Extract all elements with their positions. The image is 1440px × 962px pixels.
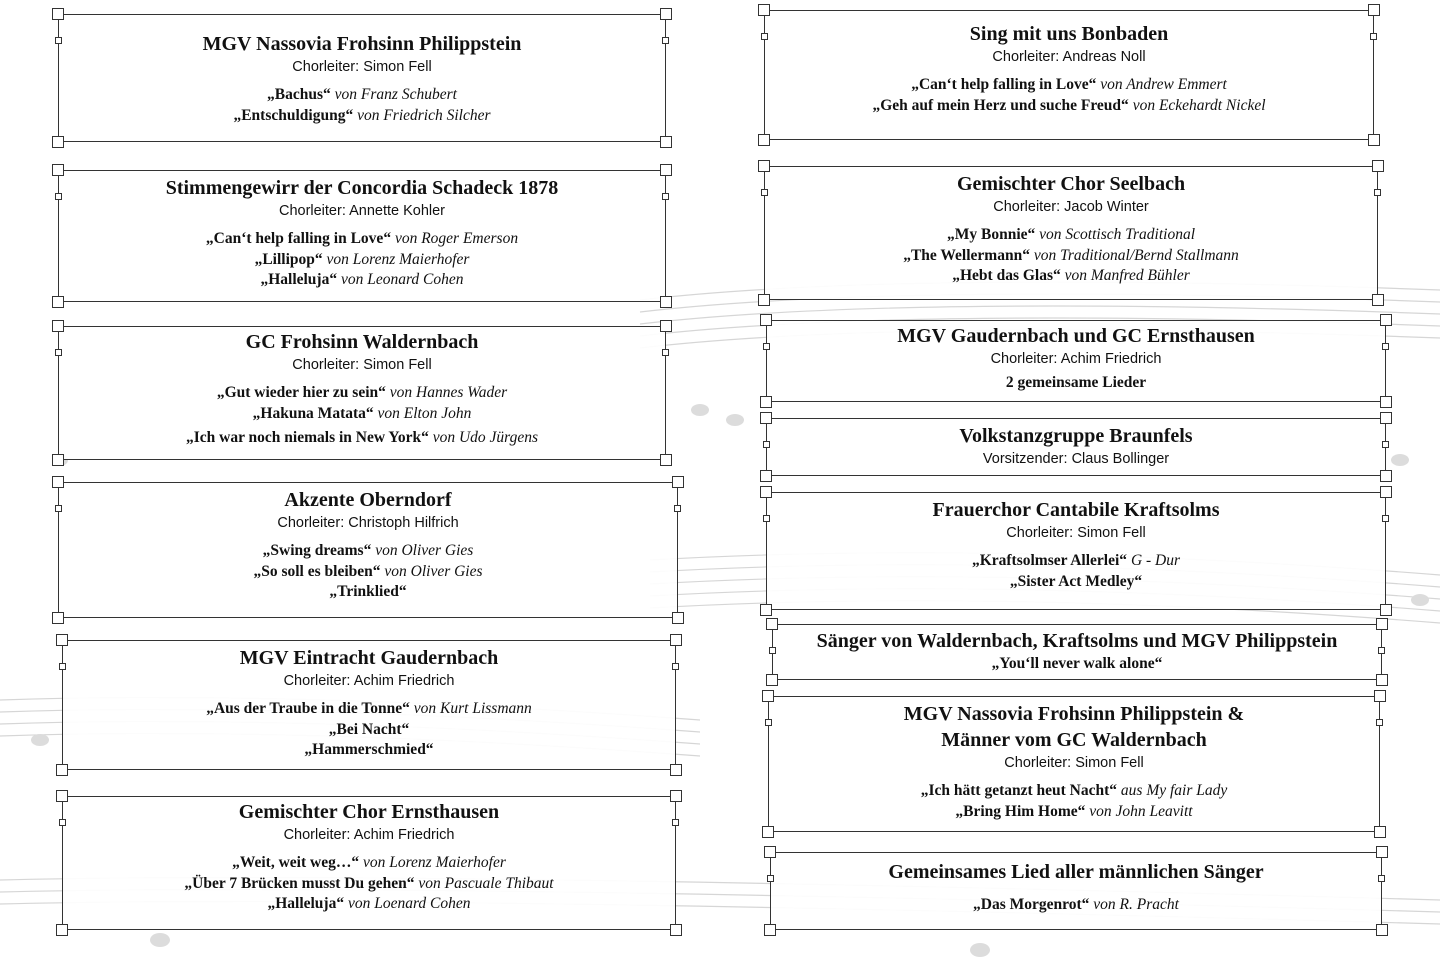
program-card-right-7 [768, 696, 1380, 832]
program-card-left-1 [58, 14, 666, 142]
song-line: „Can‘t help falling in Love“ von Roger Emerson [205, 230, 519, 247]
choir-leader: Chorleiter: Achim Friedrich [283, 673, 455, 689]
song-line: „Swing dreams“ von Oliver Gies [262, 542, 474, 559]
song-line: „Hakuna Matata“ von Elton John [252, 404, 472, 422]
choir-leader: Chorleiter: Jacob Winter [993, 199, 1149, 215]
choir-leader: Chorleiter: Simon Fell [1006, 525, 1146, 541]
choir-title: MGV Gaudernbach und GC Ernsthausen [897, 325, 1255, 347]
choir-title: Sänger von Waldernbach, Kraftsolms und MGV Philippstein [816, 630, 1338, 652]
program-card-left-4 [58, 482, 678, 618]
song-line: „Ich war noch niemals in New York“ von Udo Jürgens [185, 429, 539, 446]
song-line: „Halleluja“ von Leonard Cohen [260, 271, 464, 288]
song-line: „Aus der Traube in die Tonne“ von Kurt Lissmann [206, 700, 532, 717]
program-card-right-8 [770, 852, 1382, 930]
song-line: „My Bonnie“ von Scottisch Traditional [946, 226, 1196, 243]
song-line: „Halleluja“ von Loenard Cohen [267, 895, 471, 912]
song-line: „Über 7 Brücken musst Du gehen“ von Pascuale Thibaut [184, 874, 554, 892]
song-note: 2 gemeinsame Lieder [1005, 374, 1147, 391]
choir-leader: Chorleiter: Simon Fell [292, 59, 432, 75]
song-line: „You‘ll never walk alone“ [991, 655, 1163, 672]
song-line: „Das Morgenrot“ von R. Pracht [973, 896, 1179, 913]
song-line: „Bachus“ von Franz Schubert [267, 86, 457, 103]
choir-title: Gemeinsames Lied aller männlichen Sänger [888, 861, 1264, 883]
program-card-right-4 [766, 418, 1386, 476]
song-line: „Sister Act Medley“ [1009, 572, 1143, 590]
program-card-left-3 [58, 326, 666, 460]
choir-leader: Vorsitzender: Claus Bollinger [982, 451, 1170, 467]
choir-leader: Chorleiter: Achim Friedrich [283, 827, 455, 843]
program-card-right-2 [764, 166, 1378, 300]
choir-title: Volkstanzgruppe Braunfels [959, 425, 1193, 447]
choir-leader: Chorleiter: Andreas Noll [992, 49, 1146, 65]
choir-leader: Chorleiter: Annette Kohler [278, 203, 446, 219]
song-line: „Entschuldigung“ von Friedrich Silcher [233, 106, 491, 124]
choir-title: Akzente Oberndorf [284, 489, 452, 511]
song-line: „The Wellermann“ von Traditional/Bernd Stallmann [903, 246, 1239, 264]
choir-title: Gemischter Chor Seelbach [956, 173, 1186, 195]
program-card-left-5 [62, 640, 676, 770]
song-line: „Geh auf mein Herz und suche Freud“ von Eckehardt Nickel [872, 96, 1266, 114]
choir-title: Stimmengewirr der Concordia Schadeck 1878 [165, 177, 559, 199]
choir-title: MGV Eintracht Gaudernbach [239, 647, 499, 669]
choir-title: Gemischter Chor Ernsthausen [238, 801, 500, 823]
song-line: „Can‘t help falling in Love“ von Andrew Emmert [911, 76, 1227, 93]
choir-leader: Chorleiter: Achim Friedrich [990, 351, 1162, 367]
song-line: „Kraftsolmser Allerlei“ G - Dur [971, 552, 1181, 569]
choir-title: Sing mit uns Bonbaden [969, 23, 1169, 45]
choir-title: MGV Nassovia Frohsinn Philippstein [202, 33, 522, 55]
song-line: „Gut wieder hier zu sein“ von Hannes Wader [216, 384, 508, 401]
program-card-left-6 [62, 796, 676, 930]
song-line: „Hammerschmied“ [304, 741, 434, 758]
program-card-right-6 [772, 624, 1382, 680]
choir-title: MGV Nassovia Frohsinn Philippstein & [903, 703, 1245, 725]
song-line: „Weit, weit weg…“ von Lorenz Maierhofer [232, 854, 506, 871]
choir-title: GC Frohsinn Waldernbach [245, 331, 479, 353]
choir-leader: Chorleiter: Simon Fell [292, 357, 432, 373]
program-card-right-5 [766, 492, 1386, 610]
song-line: „Trinklied“ [329, 583, 407, 600]
song-line: „Bei Nacht“ [328, 720, 410, 738]
song-line: „Lillipop“ von Lorenz Maierhofer [254, 250, 470, 268]
song-line: „So soll es bleiben“ von Oliver Gies [253, 562, 483, 580]
program-card-right-3 [766, 320, 1386, 402]
song-line: „Ich hätt getanzt heut Nacht“ aus My fair Lady [920, 782, 1228, 799]
choir-title-line-2: Männer vom GC Waldernbach [941, 729, 1207, 751]
program-card-right-1 [764, 10, 1374, 140]
song-line: „Hebt das Glas“ von Manfred Bühler [952, 267, 1190, 284]
choir-leader: Chorleiter: Simon Fell [1004, 755, 1144, 771]
song-line: „Bring Him Home“ von John Leavitt [955, 802, 1193, 820]
choir-title: Frauerchor Cantabile Kraftsolms [932, 499, 1220, 521]
choir-leader: Chorleiter: Christoph Hilfrich [277, 515, 459, 531]
program-card-left-2 [58, 170, 666, 302]
